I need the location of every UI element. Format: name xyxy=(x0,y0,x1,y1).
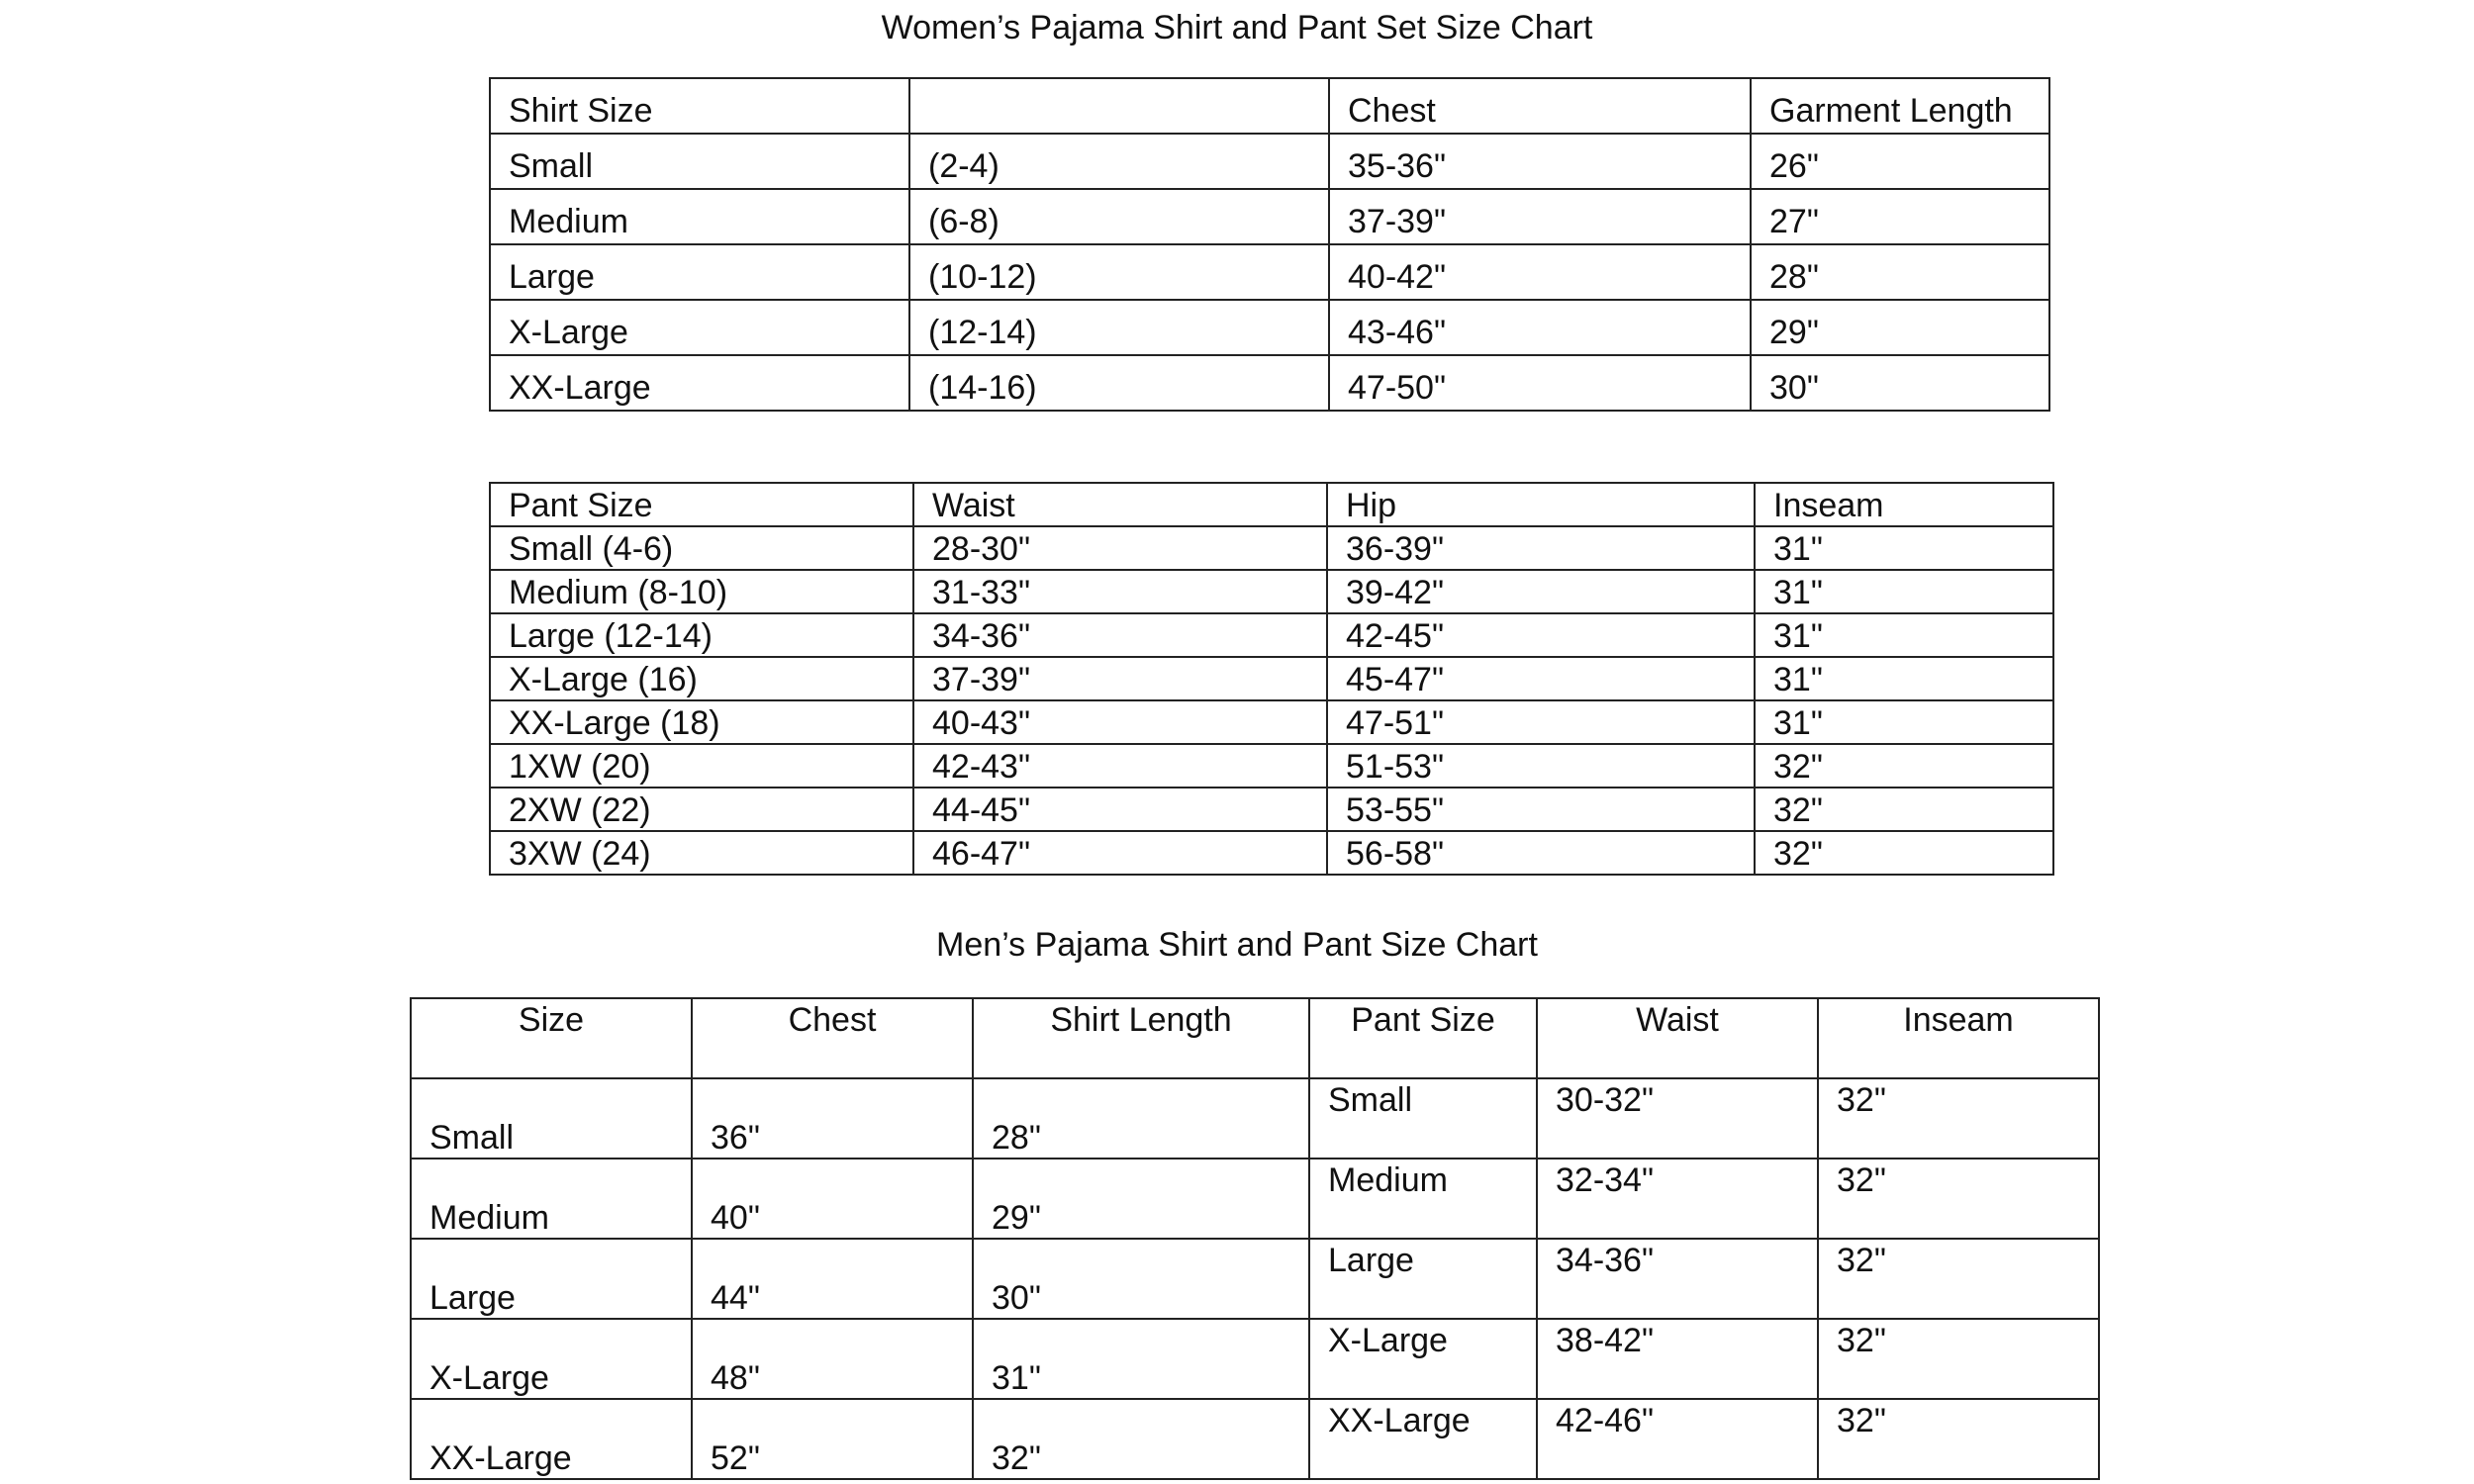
table-cell: 52" xyxy=(692,1399,973,1479)
column-header-shirt-length: Shirt Length xyxy=(973,998,1309,1078)
table-cell: 42-45" xyxy=(1327,613,1755,657)
table-row xyxy=(411,1159,2099,1239)
table-row xyxy=(490,355,2049,411)
table-cell: 28" xyxy=(973,1078,1309,1159)
column-header-waist: Waist xyxy=(1537,998,1818,1078)
table-row xyxy=(490,744,2053,788)
table-cell: 56-58" xyxy=(1327,831,1755,875)
table-cell: 51-53" xyxy=(1327,744,1755,788)
table-cell: (2-4) xyxy=(909,134,1329,189)
table-cell: 32" xyxy=(1818,1078,2099,1159)
table-cell: X-Large xyxy=(411,1319,692,1399)
table-header-row xyxy=(411,998,2099,1078)
table-cell: 32" xyxy=(1818,1319,2099,1399)
table-cell: (6-8) xyxy=(909,189,1329,244)
table-cell: 3XW (24) xyxy=(490,831,913,875)
table-header-row xyxy=(490,483,2053,526)
women-shirt-size-table xyxy=(489,77,2050,412)
women-shirt-body xyxy=(490,134,2049,411)
table-cell: Large (12-14) xyxy=(490,613,913,657)
table-row xyxy=(490,526,2053,570)
table-cell: Large xyxy=(411,1239,692,1319)
table-cell: 42-46" xyxy=(1537,1399,1818,1479)
column-header-chest: Chest xyxy=(692,998,973,1078)
table-cell: 47-51" xyxy=(1327,700,1755,744)
table-cell: 28-30" xyxy=(913,526,1327,570)
table-cell: 42-43" xyxy=(913,744,1327,788)
table-cell: 32" xyxy=(1755,831,2053,875)
table-cell: 47-50" xyxy=(1329,355,1751,411)
table-cell: X-Large xyxy=(1309,1319,1537,1399)
table-cell: 31" xyxy=(1755,526,2053,570)
table-cell: 36" xyxy=(692,1078,973,1159)
table-cell: 29" xyxy=(1751,300,2049,355)
table-cell: Large xyxy=(1309,1239,1537,1319)
table-row xyxy=(411,1399,2099,1479)
table-row xyxy=(490,134,2049,189)
table-cell: 46-47" xyxy=(913,831,1327,875)
table-cell: (12-14) xyxy=(909,300,1329,355)
table-cell: XX-Large xyxy=(411,1399,692,1479)
table-cell: 32" xyxy=(1818,1399,2099,1479)
table-cell: 40" xyxy=(692,1159,973,1239)
table-cell: 34-36" xyxy=(913,613,1327,657)
table-cell: 31" xyxy=(1755,700,2053,744)
table-cell: 1XW (20) xyxy=(490,744,913,788)
column-header-waist: Waist xyxy=(913,483,1327,526)
table-cell: 44" xyxy=(692,1239,973,1319)
women-chart-title: Women’s Pajama Shirt and Pant Set Size Chart xyxy=(881,9,1593,46)
table-cell: Medium xyxy=(411,1159,692,1239)
column-header-size: Size xyxy=(411,998,692,1078)
table-cell: Small xyxy=(490,134,909,189)
men-body xyxy=(411,1078,2099,1479)
table-cell: 37-39" xyxy=(1329,189,1751,244)
table-cell: 40-42" xyxy=(1329,244,1751,300)
men-chart-title: Men’s Pajama Shirt and Pant Size Chart xyxy=(936,926,1538,964)
women-pant-body xyxy=(490,526,2053,875)
table-cell: 2XW (22) xyxy=(490,788,913,831)
table-cell: X-Large xyxy=(490,300,909,355)
table-cell: 26" xyxy=(1751,134,2049,189)
table-cell: 31" xyxy=(1755,613,2053,657)
table-cell: 40-43" xyxy=(913,700,1327,744)
table-cell: 30" xyxy=(973,1239,1309,1319)
column-header-shirt-size: Shirt Size xyxy=(490,78,909,134)
table-cell: Medium xyxy=(1309,1159,1537,1239)
table-cell: 44-45" xyxy=(913,788,1327,831)
table-cell: XX-Large xyxy=(490,355,909,411)
table-cell: 32" xyxy=(1755,744,2053,788)
table-cell: X-Large (16) xyxy=(490,657,913,700)
table-cell: 27" xyxy=(1751,189,2049,244)
table-row xyxy=(490,189,2049,244)
table-cell: 29" xyxy=(973,1159,1309,1239)
table-cell: 39-42" xyxy=(1327,570,1755,613)
table-cell: 45-47" xyxy=(1327,657,1755,700)
table-cell: 31-33" xyxy=(913,570,1327,613)
table-cell: Large xyxy=(490,244,909,300)
table-cell: (10-12) xyxy=(909,244,1329,300)
table-cell: 37-39" xyxy=(913,657,1327,700)
table-cell: Small xyxy=(411,1078,692,1159)
table-cell: 32-34" xyxy=(1537,1159,1818,1239)
table-row xyxy=(490,570,2053,613)
table-cell: 34-36" xyxy=(1537,1239,1818,1319)
column-header-chest: Chest xyxy=(1329,78,1751,134)
table-cell: Medium (8-10) xyxy=(490,570,913,613)
table-cell: (14-16) xyxy=(909,355,1329,411)
table-cell: Medium xyxy=(490,189,909,244)
table-cell: 53-55" xyxy=(1327,788,1755,831)
table-cell: 31" xyxy=(1755,570,2053,613)
table-cell: 38-42" xyxy=(1537,1319,1818,1399)
table-cell: Small xyxy=(1309,1078,1537,1159)
table-cell: 30" xyxy=(1751,355,2049,411)
column-header-pant-size: Pant Size xyxy=(490,483,913,526)
table-cell: Small (4-6) xyxy=(490,526,913,570)
men-size-table xyxy=(410,997,2100,1480)
table-cell: 31" xyxy=(973,1319,1309,1399)
table-row xyxy=(411,1078,2099,1159)
table-cell: 31" xyxy=(1755,657,2053,700)
column-header-garment-length: Garment Length xyxy=(1751,78,2049,134)
table-cell: XX-Large (18) xyxy=(490,700,913,744)
table-cell: 32" xyxy=(1818,1239,2099,1319)
table-row xyxy=(490,831,2053,875)
table-cell: 28" xyxy=(1751,244,2049,300)
table-cell: 35-36" xyxy=(1329,134,1751,189)
table-row xyxy=(490,657,2053,700)
table-row xyxy=(490,700,2053,744)
table-row xyxy=(411,1319,2099,1399)
column-header-size-range xyxy=(909,78,1329,134)
column-header-inseam: Inseam xyxy=(1755,483,2053,526)
table-cell: XX-Large xyxy=(1309,1399,1537,1479)
table-cell: 30-32" xyxy=(1537,1078,1818,1159)
women-pant-size-table xyxy=(489,482,2054,876)
column-header-inseam: Inseam xyxy=(1818,998,2099,1078)
table-cell: 48" xyxy=(692,1319,973,1399)
column-header-hip: Hip xyxy=(1327,483,1755,526)
table-row xyxy=(490,788,2053,831)
column-header-pant-size: Pant Size xyxy=(1309,998,1537,1078)
table-cell: 32" xyxy=(1755,788,2053,831)
table-header-row xyxy=(490,78,2049,134)
table-cell: 36-39" xyxy=(1327,526,1755,570)
table-cell: 32" xyxy=(1818,1159,2099,1239)
table-row xyxy=(490,300,2049,355)
table-cell: 43-46" xyxy=(1329,300,1751,355)
table-row xyxy=(411,1239,2099,1319)
table-cell: 32" xyxy=(973,1399,1309,1479)
table-row xyxy=(490,613,2053,657)
table-row xyxy=(490,244,2049,300)
